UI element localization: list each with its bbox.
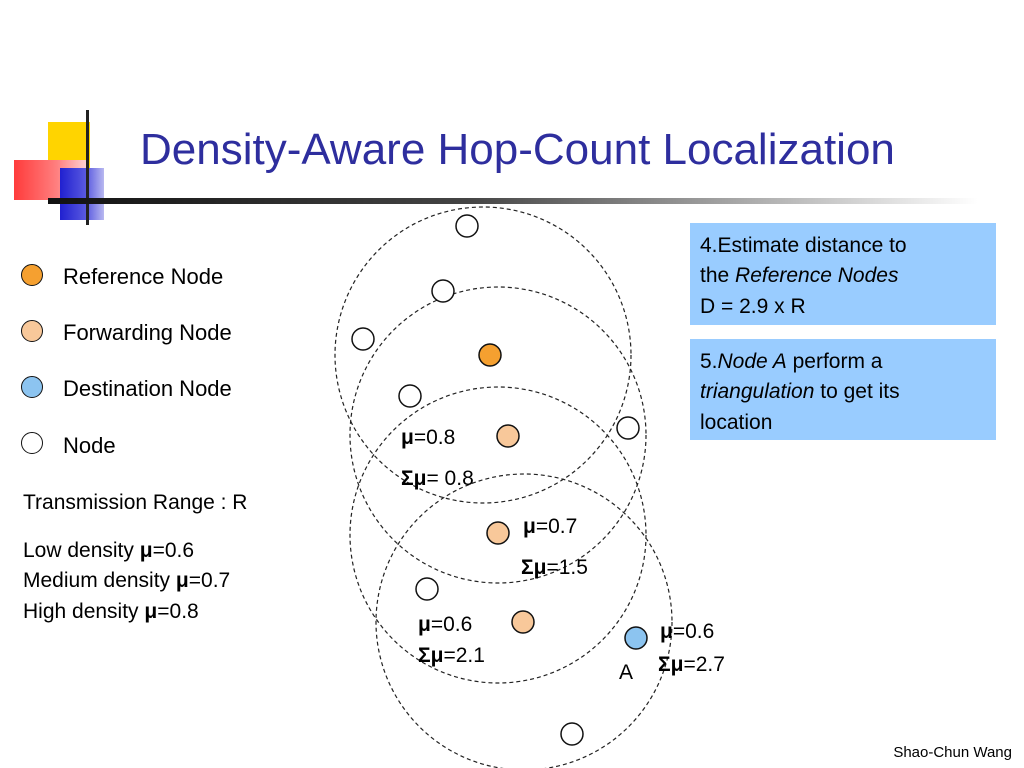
medium-density-line: Medium density μ=0.7	[23, 569, 231, 593]
annotation-4-sum: Σμ=2.7	[658, 653, 725, 676]
reference-node	[479, 344, 501, 366]
annotation-1-sum: Σμ= 0.8	[401, 467, 474, 490]
high-density-line: High density μ=0.8	[23, 599, 199, 623]
plain-node-7	[561, 723, 583, 745]
annotation-4-mu: μ=0.6	[660, 620, 715, 643]
forwarding-node-3	[512, 611, 534, 633]
plain-node-6	[416, 578, 438, 600]
step5-box	[690, 339, 996, 440]
author-footer: Shao-Chun Wang	[893, 744, 1012, 761]
step5-line3: location	[700, 410, 773, 434]
forwarding-node-1	[497, 425, 519, 447]
transmission-range-text: Transmission Range : R	[23, 491, 248, 514]
plain-node-1	[456, 215, 478, 237]
step4-box	[690, 223, 996, 325]
step4-line1: 4.Estimate distance to	[700, 234, 907, 257]
plain-node-3	[352, 328, 374, 350]
annotation-2-mu: μ=0.7	[523, 515, 578, 538]
step4-line3: D = 2.9 x R	[700, 294, 806, 318]
legend-reference-label: Reference Node	[63, 264, 224, 289]
step4-line2: the Reference Nodes	[700, 264, 899, 288]
plain-node-4	[399, 385, 421, 407]
annotation-3-sum: Σμ=2.1	[418, 644, 485, 667]
step5-line2: triangulation to get its	[700, 380, 900, 404]
legend-forwarding-label: Forwarding Node	[63, 320, 232, 345]
annotation-1-mu: μ=0.8	[401, 426, 456, 449]
low-density-line: Low density μ=0.6	[23, 539, 195, 562]
annotation-3-mu: μ=0.6	[418, 613, 473, 636]
slide-title: Density-Aware Hop-Count Localization	[140, 125, 895, 174]
annotation-2-sum: Σμ=1.5	[521, 556, 588, 579]
forwarding-node-2	[487, 522, 509, 544]
plain-node-5	[617, 417, 639, 439]
legend-node-label: Node	[63, 433, 116, 458]
destination-node-a	[625, 627, 647, 649]
plain-node-2	[432, 280, 454, 302]
node-a-label: A	[619, 661, 634, 684]
legend-destination-label: Destination Node	[63, 376, 232, 401]
step5-line1: 5.Node A perform a	[700, 350, 883, 373]
